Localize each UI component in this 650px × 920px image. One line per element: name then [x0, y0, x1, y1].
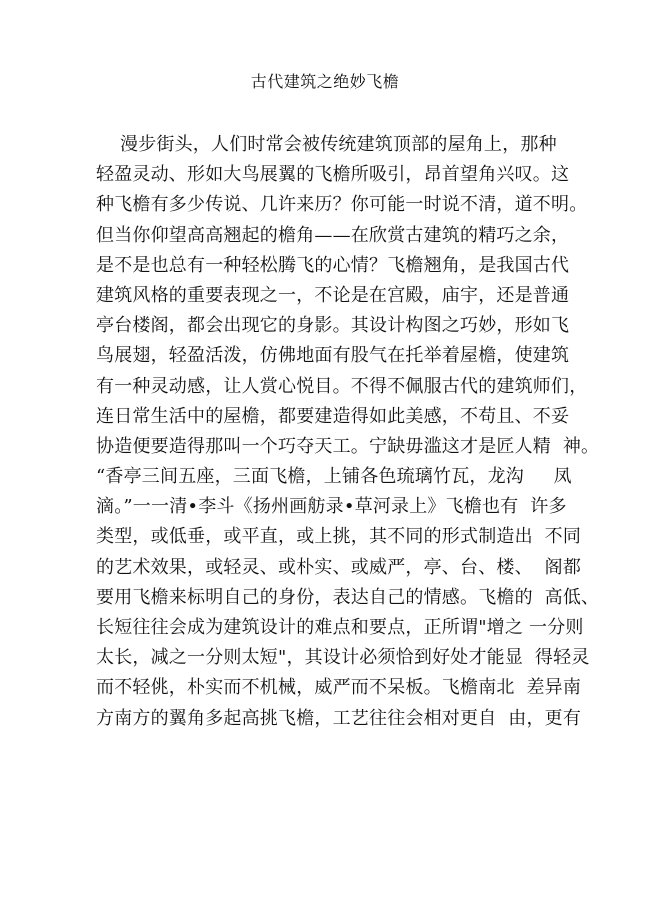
body-line: 太长，减之一分则太短"，其设计必须恰到好处才能显 得轻灵 — [96, 647, 590, 669]
body-line: 种飞檐有多少传说、几许来历？你可能一时说不清，道不明。 — [96, 194, 588, 216]
body-line: 但当你仰望高高翘起的檐角——在欣赏古建筑的精巧之余， — [96, 224, 570, 246]
body-line: 而不轻佻，朴实而不机械，威严而不呆板。飞檐南北 差异南 — [96, 677, 582, 699]
body-line: 方南方的翼角多起高挑飞檐，工艺往往会相对更自 由，更有 — [96, 707, 582, 729]
body-line: 鸟展翅，轻盈活泼，仿佛地面有股气在托举着屋檐，使建筑 — [96, 345, 570, 367]
body-line: 是不是也总有一种轻松腾飞的心情？飞檐翘角，是我国古代 — [96, 254, 570, 276]
body-line: “香亭三间五座，三面飞檐，上铺各色琉璃竹瓦，龙沟 凤 — [96, 466, 572, 488]
document-body — [96, 130, 600, 734]
body-line: 协造便要造得那叫一个巧夺天工。宁缺毋滥这才是匠人精 神。 — [96, 435, 600, 457]
body-line: 连日常生活中的屋檐，都要建造得如此美感，不苟且、不妥 — [96, 405, 570, 427]
body-line: 漫步街头，人们时常会被传统建筑顶部的屋角上，那种 — [120, 134, 557, 155]
document-title: 古代建筑之绝妙飞檐 — [250, 72, 400, 91]
body-line: 要用飞檐来标明自己的身份，表达自己的情感。飞檐的 高低、 — [96, 586, 600, 608]
body-line: 轻盈灵动、形如大鸟展翼的飞檐所吸引，昂首望角兴叹。这 — [96, 164, 570, 186]
body-line: 类型，或低垂，或平直，或上挑，其不同的形式制造出 不同 — [96, 526, 582, 548]
body-line: 的艺术效果，或轻灵、或朴实、或威严，亭、台、楼、 阁都 — [96, 556, 582, 578]
body-line: 有一种灵动感，让人赏心悦目。不得不佩服古代的建筑师们， — [96, 375, 588, 397]
body-line: 滴。”一一清•李斗《扬州画舫录•草河录上》飞檐也有 许多 — [96, 496, 567, 518]
body-line: 亭台楼阁，都会出现它的身影。其设计构图之巧妙，形如飞 — [96, 315, 570, 337]
body-line: 长短往往会成为建筑设计的难点和要点，正所谓"增之 一分则 — [96, 617, 584, 638]
body-line: 建筑风格的重要表现之一，不论是在宫殿，庙宇，还是普通 — [96, 284, 570, 306]
